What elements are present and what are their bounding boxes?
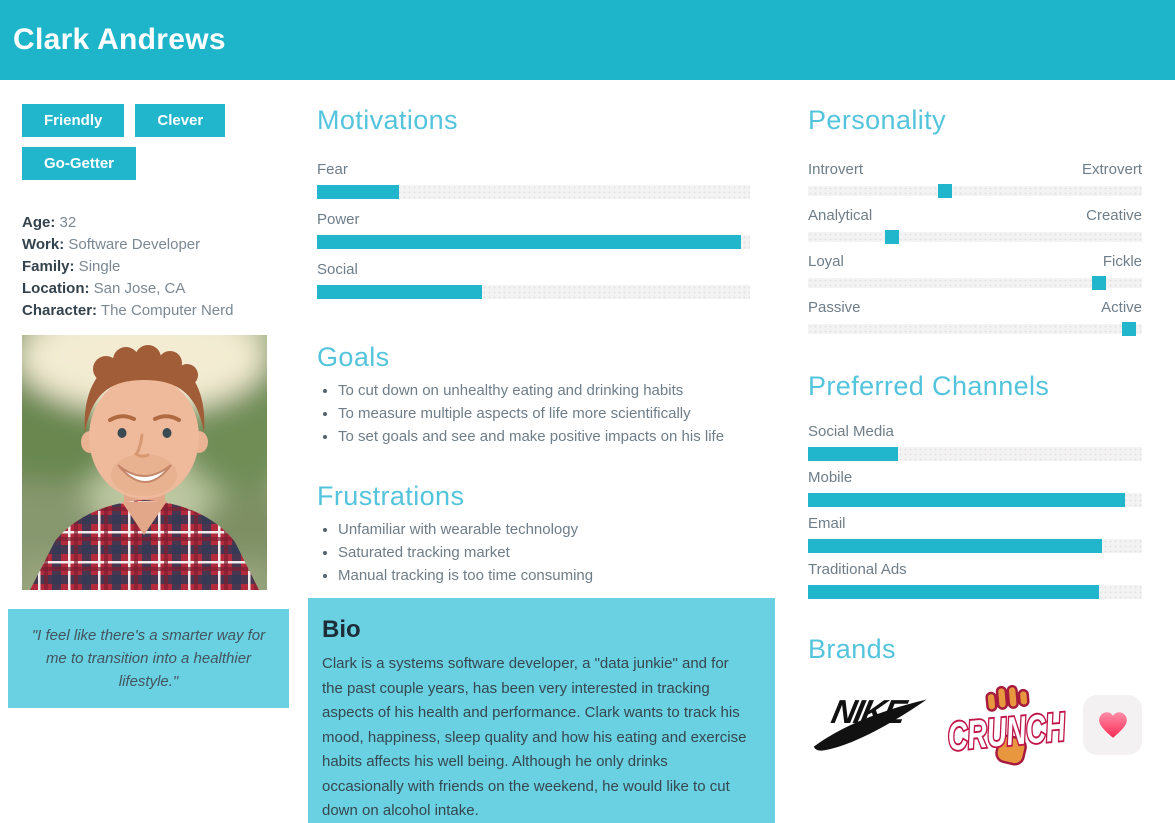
apple-health-icon [1083,695,1142,755]
motivation-bar-row [317,161,775,199]
slider-labels [808,207,1142,225]
goals-list [317,379,775,448]
demographic-label: Location: [22,280,90,297]
bar-track[interactable] [317,185,750,199]
bar-fill[interactable] [317,285,482,299]
quote-box [8,609,289,708]
goals-title: Goals [317,342,390,372]
bar-label: Mobile [808,469,853,486]
slider-track[interactable] [808,278,1142,288]
bio-box [308,598,775,823]
personality-slider-row [808,207,1142,242]
motivation-bar-row [317,211,775,249]
left-column [22,104,290,823]
channels-title: Preferred Channels [808,371,1050,401]
demographics [22,212,290,322]
header [0,0,1175,80]
bar-track[interactable] [317,235,750,249]
slider-handle[interactable] [885,230,899,244]
personality-title: Personality [808,105,946,135]
trait-tag[interactable]: Go-Getter [22,147,136,180]
bar-fill[interactable] [808,493,1125,507]
bar-fill[interactable] [317,185,399,199]
bar-fill[interactable] [317,235,741,249]
right-column [808,104,1142,823]
heart-icon [1097,710,1129,740]
trait-tag[interactable]: Clever [135,104,225,137]
bar-label: Traditional Ads [808,561,907,578]
slider-handle[interactable] [938,184,952,198]
bar-track[interactable] [808,447,1142,461]
bar-label: Fear [317,161,348,178]
channel-bar-row [808,469,1142,507]
frustrations-list [317,518,775,587]
bar-fill[interactable] [808,539,1102,553]
list-item: • To measure multiple aspects of life more scientifically [338,402,775,425]
slider-right-label: Extrovert [1081,161,1142,178]
bar-track[interactable] [808,493,1142,507]
slider-labels [808,253,1142,271]
personality-sliders [808,161,1142,334]
channel-bar-row [808,423,1142,461]
bar-fill[interactable] [808,585,1099,599]
bar-label: Email [808,515,846,532]
bio-text: Clark is a systems software developer, a "data junkie" and for the past couple years, has been very interested in tracking aspects of his health and performance. Clark wants to track his mood, happiness, sleep quality and how his eating and exercise habits affects his well being. Although he only drinks occasionally with friends on the weekend, he would like to cut down on alcohol intake. [322,655,747,819]
bar-track[interactable] [808,539,1142,553]
slider-track[interactable] [808,324,1142,334]
personality-slider-row [808,299,1142,334]
demographic-row: Location: San Jose, CA [22,280,186,297]
demographic-label: Age: [22,214,56,231]
nike-logo [808,687,930,763]
bar-fill[interactable] [808,447,898,461]
bar-label: Social Media [808,423,894,440]
frustrations-title: Frustrations [317,481,465,511]
demographic-label: Character: [22,302,98,319]
slider-handle[interactable] [1092,276,1106,290]
trait-tag[interactable]: Friendly [22,104,124,137]
crunch-wordmark: CRUNCH [945,705,1064,760]
demographic-label: Family: [22,258,75,275]
bio-title: Bio [322,616,361,643]
bar-label: Power [317,211,360,228]
personality-slider-row [808,161,1142,196]
bar-track[interactable] [808,585,1142,599]
channel-bars [808,423,1142,599]
slider-left-label: Analytical [808,207,873,224]
slider-labels [808,299,1142,317]
main-content [0,80,1175,823]
slider-left-label: Loyal [808,253,844,270]
brands-row [808,681,1142,769]
brands-title: Brands [808,634,896,664]
trait-tags [22,104,262,180]
demographic-row: Work: Software Developer [22,236,201,253]
motivations-title: Motivations [317,105,458,135]
bar-track[interactable] [317,285,750,299]
bar-label: Social [317,261,358,278]
slider-right-label: Fickle [1102,253,1142,270]
slider-track[interactable] [808,186,1142,196]
list-item: • Saturated tracking market [338,541,775,564]
crunch-logo [946,681,1068,769]
list-item: • To cut down on unhealthy eating and drinking habits [338,379,775,402]
middle-column [317,104,775,823]
slider-left-label: Passive [808,299,861,316]
demographic-row: Family: Single [22,258,121,275]
list-item: • Unfamiliar with wearable technology [338,518,775,541]
slider-right-label: Creative [1086,207,1142,224]
slider-right-label: Active [1101,299,1142,316]
channel-bar-row [808,515,1142,553]
profile-photo [22,335,267,590]
quote-text: "I feel like there's a smarter way for me to transition into a healthier lifestyle." [31,627,266,690]
profile-photo-illustration [22,335,267,590]
persona-name: Clark Andrews [13,23,226,56]
demographic-label: Work: [22,236,65,253]
list-item: • Manual tracking is too time consuming [338,564,775,587]
motivations-bars [317,161,775,299]
channel-bar-row [808,561,1142,599]
nike-wordmark: NIKE [828,693,909,731]
list-item: • To set goals and see and make positive impacts on his life [338,425,775,448]
personality-slider-row [808,253,1142,288]
slider-labels [808,161,1142,179]
demographic-row: Age: 32 [22,214,77,231]
demographic-row: Character: The Computer Nerd [22,302,234,319]
slider-track[interactable] [808,232,1142,242]
motivation-bar-row [317,261,775,299]
slider-handle[interactable] [1122,322,1136,336]
slider-left-label: Introvert [808,161,864,178]
